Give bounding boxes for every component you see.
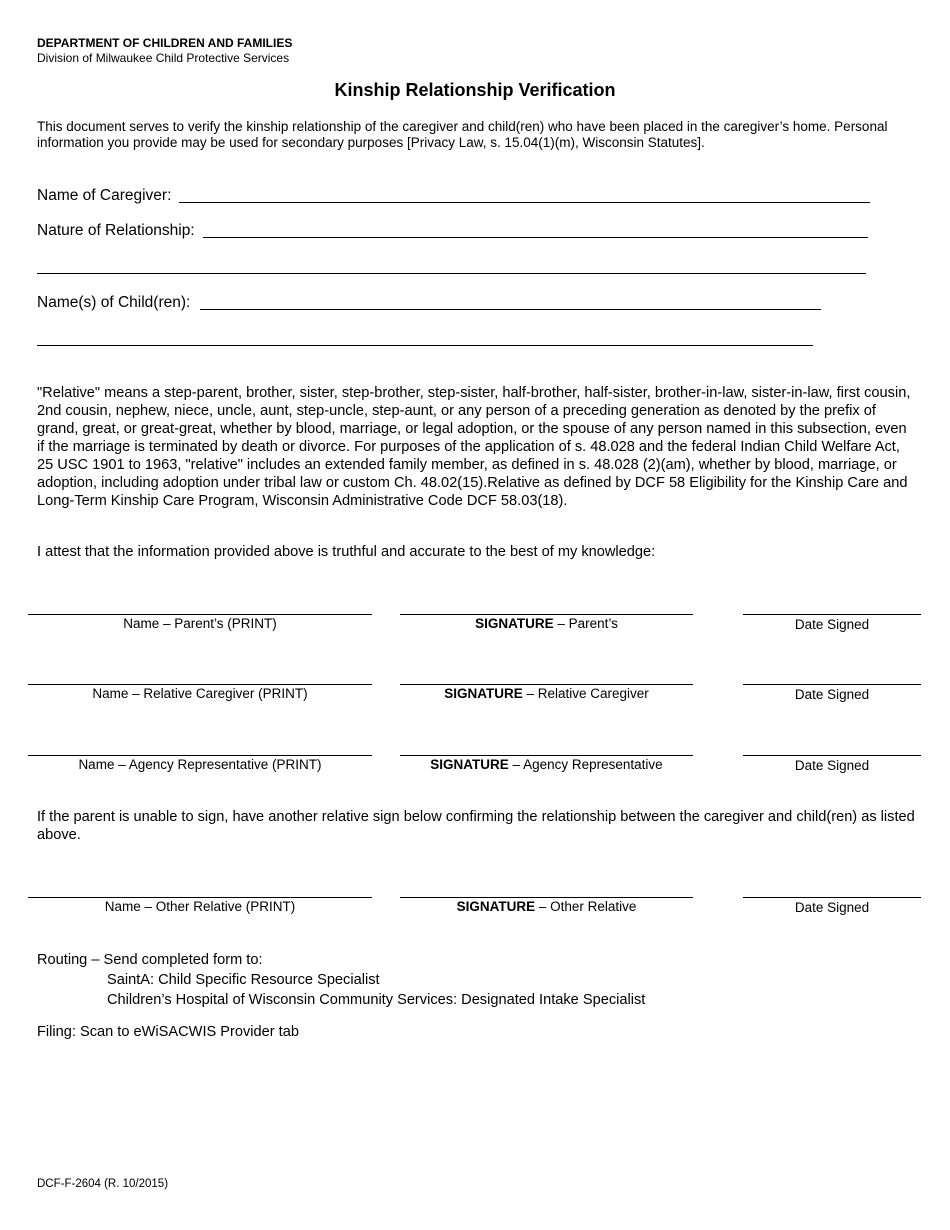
caregiver-signature-line[interactable] [400, 684, 693, 685]
children-names-line[interactable] [200, 309, 821, 310]
caregiver-print-line[interactable] [28, 684, 372, 685]
caregiver-name-line[interactable] [179, 202, 870, 203]
other-relative-date-line[interactable] [743, 897, 921, 898]
agency-signature-caption [400, 757, 693, 772]
caregiver-label: Name of Caregiver: [37, 187, 172, 204]
relationship-line-2[interactable] [37, 273, 866, 274]
caregiver-signature-label: – Relative Caregiver [526, 686, 649, 701]
parent-signature-caption [400, 616, 693, 631]
caregiver-signature-caption [400, 686, 693, 701]
other-relative-signature-caption [400, 899, 693, 914]
agency-print-line[interactable] [28, 755, 372, 756]
page-title: Kinship Relationship Verification [334, 80, 616, 100]
parent-signature-label: – Parent’s [557, 616, 618, 631]
relative-definition: "Relative" means a step-parent, brother, sister, step-brother, step-sister, half-brother, half-sister, brother-in-law, sister-in-law, first cousin, 2nd cousin, nephew, niece, uncle, aunt, step-uncle, step-aunt, or any person of a preceding generation as denoted by the prefix of grand, great, or great-great, whether by blood, marriage, or legal adoption, or the spouse of any person named in this subsection, even if the marriage is terminated by death or divorce. For purposes of the application of s. 48.028 and the federal Indian Child Welfare Act, 25 USC 1901 to 1963, "relative" includes an extended family member, as defined in s. 48.028 (2)(am), whether by blood, marriage, or adoption, including adoption under tribal law or custom Ch. 48.02(15).Relative as defined by DCF 58 Eligibility for the Kinship Care and Long-Term Kinship Care Program, Wisconsin Administrative Code DCF 58.03(18). [37, 385, 911, 509]
other-relative-signature-line[interactable] [400, 897, 693, 898]
signature-word: SIGNATURE [444, 686, 523, 701]
routing-recipient-2: Children’s Hospital of Wisconsin Community Services: Designated Intake Specialist [107, 992, 646, 1008]
relationship-line[interactable] [203, 237, 868, 238]
caregiver-date-caption: Date Signed [794, 687, 870, 702]
parent-name-line[interactable] [28, 614, 372, 615]
routing-heading: Routing – Send completed form to: [37, 952, 263, 968]
agency-print-caption: Name – Agency Representative (PRINT) [78, 757, 322, 772]
routing-section [37, 950, 645, 1010]
division-name: Division of Milwaukee Child Protective Services [37, 51, 290, 65]
signature-word: SIGNATURE [456, 899, 536, 914]
form-number: DCF-F-2604 (R. 10/2015) [37, 1178, 169, 1190]
agency-signature-line[interactable] [400, 755, 693, 756]
attest-statement: I attest that the information provided above is truthful and accurate to the best of my knowledge: [37, 544, 656, 560]
parent-date-caption: Date Signed [794, 617, 870, 632]
other-relative-date-caption: Date Signed [794, 900, 870, 915]
parent-unable-note: If the parent is unable to sign, have another relative sign below confirming the relationship between the caregiver and child(ren) as listed above. [37, 809, 915, 843]
signature-word: SIGNATURE [430, 757, 509, 772]
agency-date-caption: Date Signed [794, 758, 870, 773]
other-relative-signature-label: – Other Relative [538, 899, 637, 914]
other-relative-print-line[interactable] [28, 897, 372, 898]
children-label: Name(s) of Child(ren): [37, 294, 191, 311]
agency-signature-label: – Agency Representative [512, 757, 663, 772]
department-name: DEPARTMENT OF CHILDREN AND FAMILIES [37, 36, 293, 50]
caregiver-date-line[interactable] [743, 684, 921, 685]
children-names-line-2[interactable] [37, 345, 813, 346]
agency-date-line[interactable] [743, 755, 921, 756]
relationship-label: Nature of Relationship: [37, 222, 195, 239]
other-relative-print-caption: Name – Other Relative (PRINT) [104, 899, 296, 914]
parent-name-caption: Name – Parent’s (PRINT) [123, 616, 277, 631]
parent-signature-line[interactable] [400, 614, 693, 615]
caregiver-print-caption: Name – Relative Caregiver (PRINT) [92, 686, 308, 701]
routing-recipient-1: SaintA: Child Specific Resource Specialist [107, 972, 380, 988]
parent-date-line[interactable] [743, 614, 921, 615]
signature-word: SIGNATURE [475, 616, 554, 631]
intro-paragraph: This document serves to verify the kinship relationship of the caregiver and child(ren) who have been placed in the caregiver’s home. Personal information you provide may be used for secondary purposes [Privacy Law, s. 15.04(1)(m), Wisconsin Statutes]. [37, 119, 888, 150]
filing-instructions: Filing: Scan to eWiSACWIS Provider tab [37, 1024, 299, 1040]
